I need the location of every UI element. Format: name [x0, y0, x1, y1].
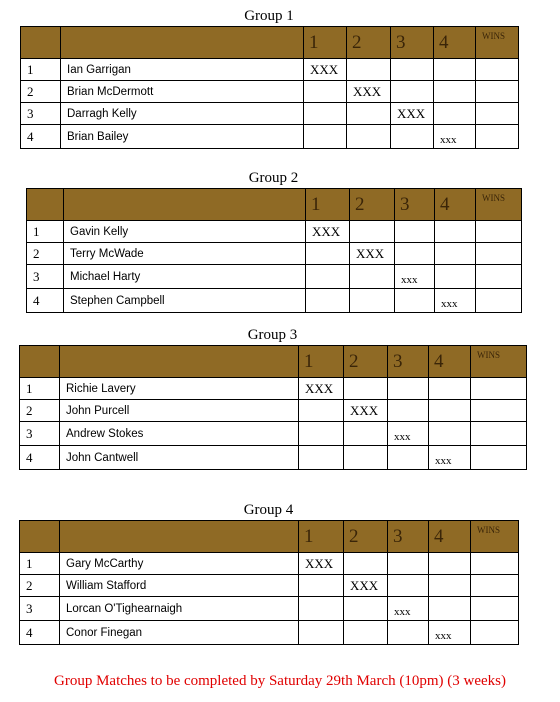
col-header-3: 3 [391, 27, 434, 59]
wins-cell [476, 243, 522, 265]
group-title: Group 4 [243, 502, 294, 518]
wins-cell [471, 621, 519, 645]
result-cell [306, 289, 350, 313]
player-name: William Stafford [60, 575, 299, 597]
result-cell [306, 243, 350, 265]
group-title: Group 1 [244, 8, 294, 24]
result-cell [350, 289, 395, 313]
wins-cell [471, 553, 519, 575]
col-header-4: 4 [435, 189, 476, 221]
table-row [21, 59, 519, 81]
result-cell [434, 59, 476, 81]
result-cell: xxx [429, 446, 471, 470]
result-cell [299, 446, 344, 470]
result-cell [304, 81, 347, 103]
col-header-wins: WINS [471, 346, 527, 378]
group-2 [26, 170, 521, 310]
table-header-row [27, 189, 522, 221]
player-name: John Purcell [60, 400, 299, 422]
result-cell: XXX [304, 59, 347, 81]
col-header-2: 2 [344, 521, 388, 553]
result-cell [299, 621, 344, 645]
wins-cell [471, 422, 527, 446]
result-cell [395, 289, 435, 313]
result-cell [347, 103, 391, 125]
col-header-1: 1 [306, 189, 350, 221]
player-name: Lorcan O'Tighearnaigh [60, 597, 299, 621]
result-cell [344, 422, 388, 446]
result-cell: XXX [306, 221, 350, 243]
result-cell: xxx [429, 621, 471, 645]
col-header-wins: WINS [476, 189, 522, 221]
result-cell [429, 553, 471, 575]
row-number: 3 [27, 265, 64, 289]
col-header-1: 1 [299, 346, 344, 378]
result-cell: xxx [434, 125, 476, 149]
table-row [21, 81, 519, 103]
player-name: Michael Harty [64, 265, 306, 289]
wins-cell [476, 81, 519, 103]
table-row [20, 446, 527, 470]
col-header-4: 4 [429, 521, 471, 553]
group-3 [19, 327, 526, 467]
wins-cell [476, 103, 519, 125]
result-cell: XXX [391, 103, 434, 125]
deadline-notice: Group Matches to be completed by Saturday 29th March (10pm) (3 weeks) [54, 673, 506, 689]
table-row [20, 575, 519, 597]
col-header-3: 3 [388, 521, 429, 553]
result-cell [344, 621, 388, 645]
result-cell [435, 243, 476, 265]
col-header-wins: WINS [476, 27, 519, 59]
result-cell: XXX [350, 243, 395, 265]
wins-cell [476, 265, 522, 289]
result-cell [429, 575, 471, 597]
result-cell [395, 243, 435, 265]
group-title: Group 3 [247, 327, 298, 343]
result-cell [347, 59, 391, 81]
wins-cell [471, 446, 527, 470]
wins-cell [471, 400, 527, 422]
result-cell [299, 575, 344, 597]
result-cell [429, 378, 471, 400]
result-cell [388, 446, 429, 470]
table-row [27, 265, 522, 289]
group-1 [20, 8, 518, 148]
result-cell: XXX [344, 575, 388, 597]
wins-cell [471, 597, 519, 621]
result-cell [388, 621, 429, 645]
row-number: 2 [20, 575, 60, 597]
result-cell [304, 125, 347, 149]
result-cell [344, 378, 388, 400]
result-cell [347, 125, 391, 149]
row-number: 1 [20, 553, 60, 575]
col-header-1: 1 [299, 521, 344, 553]
result-cell [350, 221, 395, 243]
table-row [20, 597, 519, 621]
result-cell [391, 59, 434, 81]
group-table [19, 520, 519, 645]
table-header-row [20, 346, 527, 378]
result-cell: XXX [347, 81, 391, 103]
result-cell [306, 265, 350, 289]
row-number: 3 [21, 103, 61, 125]
col-header-1: 1 [304, 27, 347, 59]
row-number: 4 [21, 125, 61, 149]
wins-cell [471, 575, 519, 597]
result-cell [391, 125, 434, 149]
group-table [20, 26, 519, 149]
result-cell [429, 597, 471, 621]
table-row [20, 378, 527, 400]
table-row [21, 125, 519, 149]
col-header-2: 2 [344, 346, 388, 378]
row-number: 2 [21, 81, 61, 103]
player-name: Gary McCarthy [60, 553, 299, 575]
table-row [20, 621, 519, 645]
row-number: 4 [20, 621, 60, 645]
result-cell [434, 81, 476, 103]
wins-cell [476, 125, 519, 149]
result-cell: xxx [435, 289, 476, 313]
row-number: 1 [21, 59, 61, 81]
player-name: Ian Garrigan [61, 59, 304, 81]
group-title: Group 2 [248, 170, 299, 186]
wins-cell [476, 221, 522, 243]
table-row [27, 243, 522, 265]
col-header-wins: WINS [471, 521, 519, 553]
table-row [27, 289, 522, 313]
row-number: 4 [20, 446, 60, 470]
wins-cell [476, 59, 519, 81]
result-cell [344, 597, 388, 621]
player-name: Brian Bailey [61, 125, 304, 149]
wins-cell [476, 289, 522, 313]
table-header-row [21, 27, 519, 59]
result-cell [388, 378, 429, 400]
result-cell [388, 400, 429, 422]
result-cell [435, 221, 476, 243]
player-name: Brian McDermott [61, 81, 304, 103]
result-cell [299, 400, 344, 422]
player-name: Darragh Kelly [61, 103, 304, 125]
result-cell: XXX [344, 400, 388, 422]
result-cell: xxx [388, 597, 429, 621]
table-row [20, 553, 519, 575]
result-cell [391, 81, 434, 103]
result-cell [299, 597, 344, 621]
table-row [27, 221, 522, 243]
result-cell [434, 103, 476, 125]
result-cell [299, 422, 344, 446]
col-header-2: 2 [347, 27, 391, 59]
row-number: 1 [20, 378, 60, 400]
player-name: Stephen Campbell [64, 289, 306, 313]
table-row [21, 103, 519, 125]
row-number: 4 [27, 289, 64, 313]
result-cell [344, 446, 388, 470]
result-cell: xxx [388, 422, 429, 446]
result-cell [435, 265, 476, 289]
result-cell [388, 553, 429, 575]
table-row [20, 400, 527, 422]
row-number: 1 [27, 221, 64, 243]
result-cell [304, 103, 347, 125]
row-number: 3 [20, 422, 60, 446]
player-name: Richie Lavery [60, 378, 299, 400]
result-cell: xxx [395, 265, 435, 289]
table-row [20, 422, 527, 446]
player-name: Andrew Stokes [60, 422, 299, 446]
result-cell [429, 422, 471, 446]
result-cell [429, 400, 471, 422]
player-name: John Cantwell [60, 446, 299, 470]
col-header-3: 3 [388, 346, 429, 378]
result-cell [388, 575, 429, 597]
player-name: Conor Finegan [60, 621, 299, 645]
result-cell [350, 265, 395, 289]
group-table [26, 188, 522, 313]
col-header-3: 3 [395, 189, 435, 221]
wins-cell [471, 378, 527, 400]
result-cell [344, 553, 388, 575]
player-name: Gavin Kelly [64, 221, 306, 243]
col-header-2: 2 [350, 189, 395, 221]
row-number: 2 [20, 400, 60, 422]
result-cell: XXX [299, 553, 344, 575]
player-name: Terry McWade [64, 243, 306, 265]
row-number: 3 [20, 597, 60, 621]
table-header-row [20, 521, 519, 553]
group-4 [19, 502, 518, 642]
row-number: 2 [27, 243, 64, 265]
col-header-4: 4 [434, 27, 476, 59]
result-cell: XXX [299, 378, 344, 400]
group-table [19, 345, 527, 470]
result-cell [395, 221, 435, 243]
col-header-4: 4 [429, 346, 471, 378]
